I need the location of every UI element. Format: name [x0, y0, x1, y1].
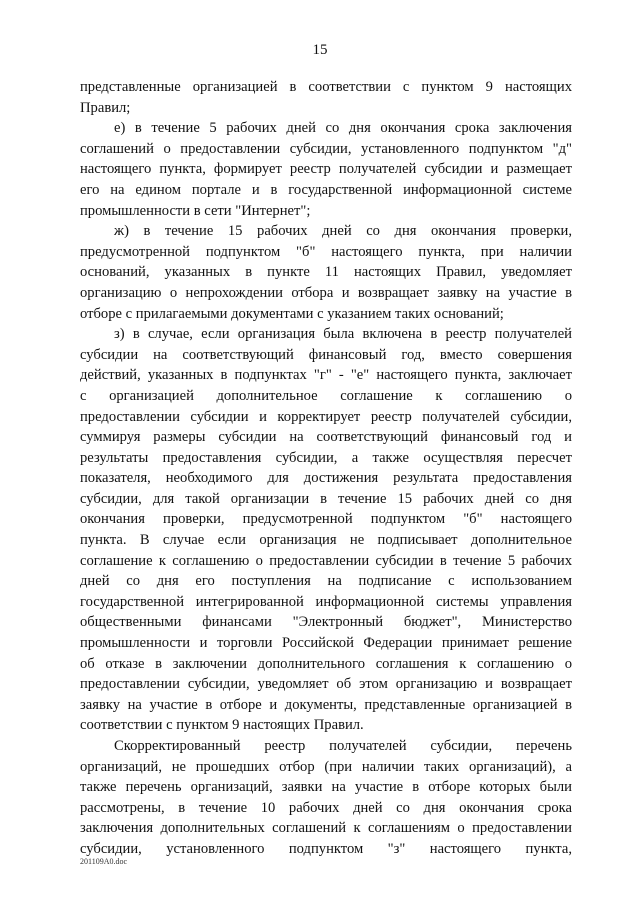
text-line: Скорректированный реестр получателей субсидии, перечень — [114, 738, 572, 754]
text-line: промышленности в сети "Интернет"; — [80, 202, 311, 219]
text-line: предоставлении субсидии и корректирует реестр получателей субсидии, — [80, 408, 572, 425]
text-line: действий, указанных в подпунктах "г" - "е" настоящего пункта, заключает — [80, 367, 572, 384]
body-text — [80, 77, 572, 860]
text-line: организацию о непрохождении отбора и возвращает заявку на участие в — [80, 284, 572, 301]
text-line: оснований, указанных в пункте 11 настоящих Правил, уведомляет — [80, 264, 572, 281]
text-line: настоящего пункта, формирует реестр получателей субсидии и размещает — [80, 161, 572, 178]
text-line: об отказе в заключении дополнительного соглашения к соглашению о — [80, 655, 572, 672]
text-line: результаты предоставления субсидии, а также осуществляя пересчет — [80, 449, 572, 466]
text-line: субсидии, для такой организации в течение 15 рабочих дней со дня — [80, 490, 572, 507]
text-line: субсидии, установленного подпунктом "з" настоящего пункта, — [80, 840, 572, 857]
text-line: з) в случае, если организация была включена в реестр получателей — [114, 326, 572, 343]
text-line: представленные организацией в соответствии с пунктом 9 настоящих — [80, 79, 572, 95]
text-line: е) в течение 5 рабочих дней со дня окончания срока заключения — [114, 120, 572, 137]
text-line: показателя, необходимого для достижения результата предоставления — [80, 470, 572, 487]
text-line: заявку на участие в отборе и документы, представленные организацией в — [80, 696, 572, 713]
text-line: соответствии с пунктом 9 настоящих Правил. — [80, 717, 364, 734]
text-line: заключения дополнительных соглашений к соглашениям о предоставлении — [80, 820, 572, 837]
text-line: с организацией дополнительное соглашение к соглашению о — [80, 387, 572, 404]
text-line: его на едином портале и в государственной информационной системе — [80, 181, 572, 198]
text-line: предоставлении субсидии, уведомляет об этом организацию и возвращает — [80, 676, 572, 693]
text-line: пункта. В случае если организация не подписывает дополнительное — [80, 532, 572, 549]
text-line: общественными финансами "Электронный бюджет", Министерство — [80, 614, 572, 631]
text-line: соглашений о предоставлении субсидии, установленного подпунктом "д" — [80, 140, 572, 157]
text-line: также перечень организаций, заявки на участие в отборе которых были — [80, 779, 572, 796]
text-line: организаций, не прошедших отбор (при наличии таких организаций), а — [80, 758, 572, 775]
text-line: Правил; — [80, 99, 131, 116]
text-line: предусмотренной подпунктом "б" настоящего пункта, при наличии — [80, 243, 572, 260]
text-line: окончания проверки, предусмотренной подпунктом "б" настоящего — [80, 511, 572, 528]
text-line: суммируя размеры субсидии на соответствующий финансовый год и — [80, 429, 572, 446]
text-line: рассмотрены, в течение 10 рабочих дней со дня окончания срока — [80, 799, 572, 816]
text-line: субсидии на соответствующий финансовый год, вместо совершения — [80, 346, 572, 363]
text-line: промышленности и торговли Российской Федерации принимает решение — [80, 635, 572, 652]
text-line: ж) в течение 15 рабочих дней со дня окончания проверки, — [114, 223, 572, 240]
text-line: соглашение к соглашению о предоставлении субсидии в течение 5 рабочих — [80, 552, 572, 569]
text-line: отборе с прилагаемыми документами с указанием таких оснований; — [80, 305, 504, 322]
page-number: 15 — [312, 42, 328, 58]
text-line: государственной интегрированной информационной системы управления — [80, 593, 572, 610]
text-line: дней со дня его поступления на подписание с использованием — [80, 573, 572, 590]
footer-filename: 201109A0.doc — [80, 857, 128, 866]
